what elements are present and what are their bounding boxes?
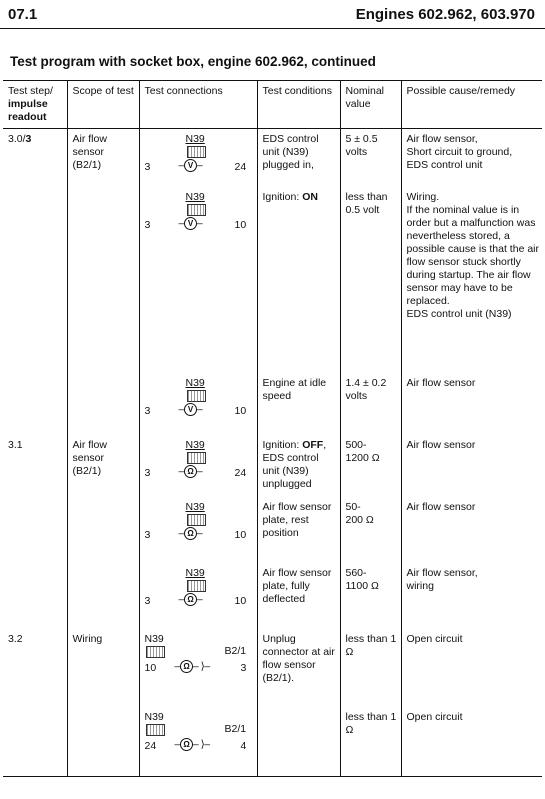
ohmmeter-icon: – Ω –	[178, 464, 203, 477]
socket-box-icon	[187, 146, 206, 158]
step-cell: 3.0/3	[8, 133, 32, 145]
nominal-cell: 500- 1200 Ω	[340, 435, 401, 497]
socket-box-icon	[146, 646, 165, 658]
connection-cell: N39 3 – V – 24	[139, 129, 257, 187]
table-row	[3, 187, 542, 373]
condition-cell: Engine at idle speed	[257, 373, 340, 435]
col-header-scope: Scope of test	[67, 81, 139, 129]
n39-label: N39	[185, 438, 205, 451]
ohmmeter-icon: – Ω –	[178, 526, 203, 539]
socket-box-icon	[187, 204, 206, 216]
section-number: 07.1	[8, 6, 38, 23]
step-cell	[3, 373, 67, 435]
cause-cell: Wiring. If the nominal value is in order but a malfunction was nevertheless stored, a possible cause is that the air flow sensor stuck shortly during startup. The air flow sensor may have to be replaced. EDS control unit (N39)	[401, 187, 542, 373]
page-title: Test program with socket box, engine 602.962, continued	[10, 54, 376, 69]
nominal-cell: 560- 1100 Ω	[340, 563, 401, 629]
col-header-cause: Possible cause/remedy	[401, 81, 542, 129]
condition-cell: EDS control unit (N39) plugged in,	[257, 129, 340, 187]
table-row	[3, 707, 542, 777]
n39-label: N39	[185, 133, 205, 145]
cause-cell: Air flow sensor	[401, 373, 542, 435]
engines-heading: Engines 602.962, 603.970	[355, 6, 535, 23]
scope-cell	[67, 373, 139, 435]
step-cell	[3, 563, 67, 629]
header-divider	[0, 28, 545, 29]
table-row	[3, 629, 542, 707]
col-header-connections: Test connections	[139, 81, 257, 129]
col-header-step: Test step/ impulse readout	[3, 81, 67, 129]
nominal-cell: less than 1 Ω	[340, 629, 401, 707]
n39-label: N39	[144, 632, 164, 645]
scope-cell	[67, 563, 139, 629]
socket-box-icon	[146, 724, 165, 736]
cause-cell: Air flow sensor	[401, 435, 542, 497]
connection-cell: N39 3 – Ω – 10	[139, 497, 257, 563]
step-cell: 3.2	[8, 632, 23, 645]
table-row	[3, 435, 542, 497]
nominal-cell: less than 0.5 volt	[340, 187, 401, 373]
table-header-row	[3, 81, 542, 129]
nominal-cell: 1.4 ± 0.2 volts	[340, 373, 401, 435]
test-program-table	[3, 80, 542, 777]
connection-cell: N39 3 – V – 10	[139, 373, 257, 435]
ohmmeter-icon: – Ω – ⟩–	[174, 659, 210, 672]
sensor-label: B2/1	[224, 722, 247, 735]
socket-box-icon	[187, 452, 206, 464]
cause-cell: Open circuit	[401, 707, 542, 777]
voltmeter-icon: – V –	[178, 402, 203, 415]
nominal-cell: less than 1 Ω	[340, 707, 401, 777]
step-cell: 3.1	[8, 438, 23, 451]
table-row	[3, 129, 542, 187]
socket-box-icon	[187, 514, 206, 526]
n39-label: N39	[185, 190, 205, 203]
n39-label: N39	[185, 566, 205, 579]
nominal-cell: 50- 200 Ω	[340, 497, 401, 563]
connection-cell: N39 3 – V – 10	[139, 187, 257, 373]
table-row	[3, 563, 542, 629]
condition-cell: Ignition: ON	[257, 187, 340, 373]
connection-cell: N39 B2/1 24 – Ω – ⟩– 4	[139, 707, 257, 777]
connection-cell: N39 B2/1 10 – Ω – ⟩– 3	[139, 629, 257, 707]
voltmeter-icon: – V –	[178, 159, 203, 172]
col-header-nominal: Nominal value	[340, 81, 401, 129]
condition-cell: Unplug connector at air flow sensor (B2/1).	[257, 629, 340, 707]
step-cell	[3, 707, 67, 777]
socket-box-icon	[187, 580, 206, 592]
ohmmeter-icon: – Ω –	[178, 592, 203, 605]
scope-cell: Air flow sensor (B2/1)	[67, 435, 139, 497]
scope-cell	[67, 187, 139, 373]
condition-cell: Ignition: OFF, EDS control unit (N39) unplugged	[257, 435, 340, 497]
socket-box-icon	[187, 390, 206, 402]
cause-cell: Air flow sensor, Short circuit to ground, EDS control unit	[401, 129, 542, 187]
step-cell	[3, 497, 67, 563]
scope-cell	[67, 497, 139, 563]
condition-cell: Air flow sensor plate, rest position	[257, 497, 340, 563]
connection-cell: N39 3 – Ω – 24	[139, 435, 257, 497]
scope-cell: Wiring	[67, 629, 139, 707]
n39-label: N39	[185, 376, 205, 389]
cause-cell: Air flow sensor	[401, 497, 542, 563]
sensor-label: B2/1	[224, 644, 247, 657]
scope-cell	[67, 707, 139, 777]
nominal-cell: 5 ± 0.5 volts	[340, 129, 401, 187]
scope-cell: Air flow sensor (B2/1)	[67, 129, 139, 187]
n39-label: N39	[185, 500, 205, 513]
connection-cell: N39 3 – Ω – 10	[139, 563, 257, 629]
cause-cell: Open circuit	[401, 629, 542, 707]
col-header-conditions: Test conditions	[257, 81, 340, 129]
condition-cell	[257, 707, 340, 777]
ohmmeter-icon: – Ω – ⟩–	[174, 737, 210, 750]
condition-cell: Air flow sensor plate, fully deflected	[257, 563, 340, 629]
step-cell	[3, 187, 67, 373]
n39-label: N39	[144, 710, 164, 723]
cause-cell: Air flow sensor, wiring	[401, 563, 542, 629]
voltmeter-icon: – V –	[178, 216, 203, 229]
table-row	[3, 373, 542, 435]
table-row	[3, 497, 542, 563]
